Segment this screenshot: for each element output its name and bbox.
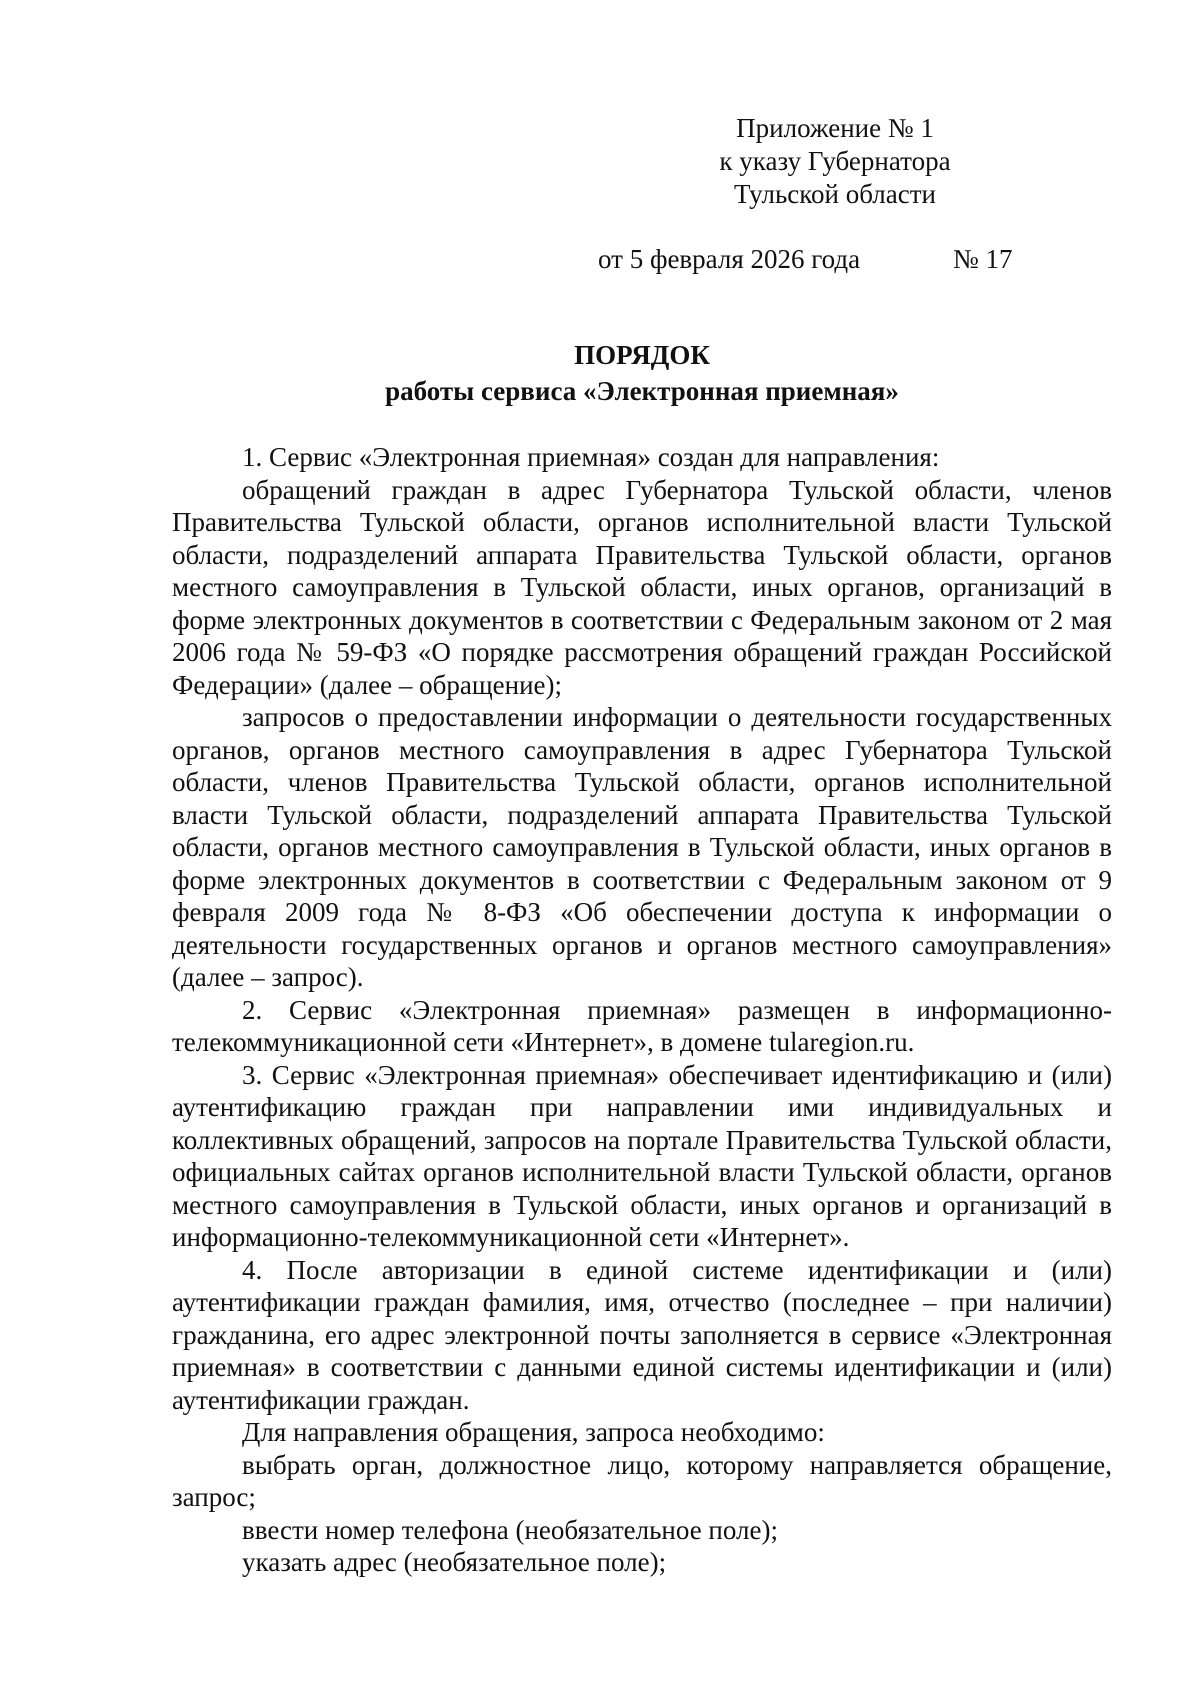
paragraph-6: 4. После авторизации в единой системе идентификации и (или) аутентификации граждан фамилия, имя, отчество (последнее – при наличии) гражданина, его адрес электронной почты заполняется в сервисе «Электронная приемная» в соответствии с данными единой системы идентификации и (или) аутентификации граждан. bbox=[172, 1254, 1112, 1415]
decree-number: № 17 bbox=[953, 244, 1013, 274]
document-title: ПОРЯДОК bbox=[574, 340, 710, 370]
paragraph-7: Для направления обращения, запроса необходимо: bbox=[242, 1417, 825, 1447]
paragraph-1: 1. Сервис «Электронная приемная» создан для направления: bbox=[242, 442, 940, 472]
paragraph-9: ввести номер телефона (необязательное поле); bbox=[242, 1514, 778, 1545]
appendix-line-1: Приложение № 1 bbox=[736, 113, 934, 143]
document-body bbox=[172, 441, 1112, 1579]
appendix-line-3: Тульской области bbox=[734, 179, 936, 209]
appendix-block bbox=[640, 112, 1030, 211]
paragraph-2: обращений граждан в адрес Губернатора Тульской области, членов Правительства Тульской области, органов исполнительной власти Тульской области, подразделений аппарата Правительства Тульской области, органов местного самоуправления в Тульской области, иных органов, организаций в форме электронных документов в соответствии с Федеральным законом от 2 мая 2006 года № 59-ФЗ «О порядке рассмотрения обращений граждан Российской Федерации» (далее – обращение); bbox=[172, 474, 1112, 700]
paragraph-8: выбрать орган, должностное лицо, которому направляется обращение, запрос; bbox=[172, 1449, 1112, 1512]
paragraph-4: 2. Сервис «Электронная приемная» размещен в информационно-телекоммуникационной сети «Интернет», в домене tularegion.ru. bbox=[172, 994, 1112, 1057]
paragraph-5: 3. Сервис «Электронная приемная» обеспечивает идентификацию и (или) аутентификацию граждан при направлении ими индивидуальных и коллективных обращений, запросов на портале Правительства Тульской области, официальных сайтах органов исполнительной власти Тульской области, органов местного самоуправления в Тульской области, иных органов и организаций в информационно-телекоммуникационной сети «Интернет». bbox=[172, 1059, 1112, 1252]
paragraph-3: запросов о предоставлении информации о деятельности государственных органов, органов местного самоуправления в адрес Губернатора Тульской области, членов Правительства Тульской области, органов исполнительной власти Тульской области, подразделений аппарата Правительства Тульской области, органов местного самоуправления в Тульской области, иных органов в форме электронных документов в соответствии с Федеральным законом от 9 февраля 2009 года № 8-ФЗ «Об обеспечении доступа к информации о деятельности государственных органов и органов местного самоуправления» (далее – запрос). bbox=[172, 702, 1112, 992]
appendix-line-2: к указу Губернатора bbox=[719, 146, 951, 176]
decree-date: от 5 февраля 2026 года bbox=[598, 244, 861, 274]
document-subtitle: работы сервиса «Электронная приемная» bbox=[385, 376, 899, 406]
paragraph-10: указать адрес (необязательное поле); bbox=[242, 1547, 667, 1577]
